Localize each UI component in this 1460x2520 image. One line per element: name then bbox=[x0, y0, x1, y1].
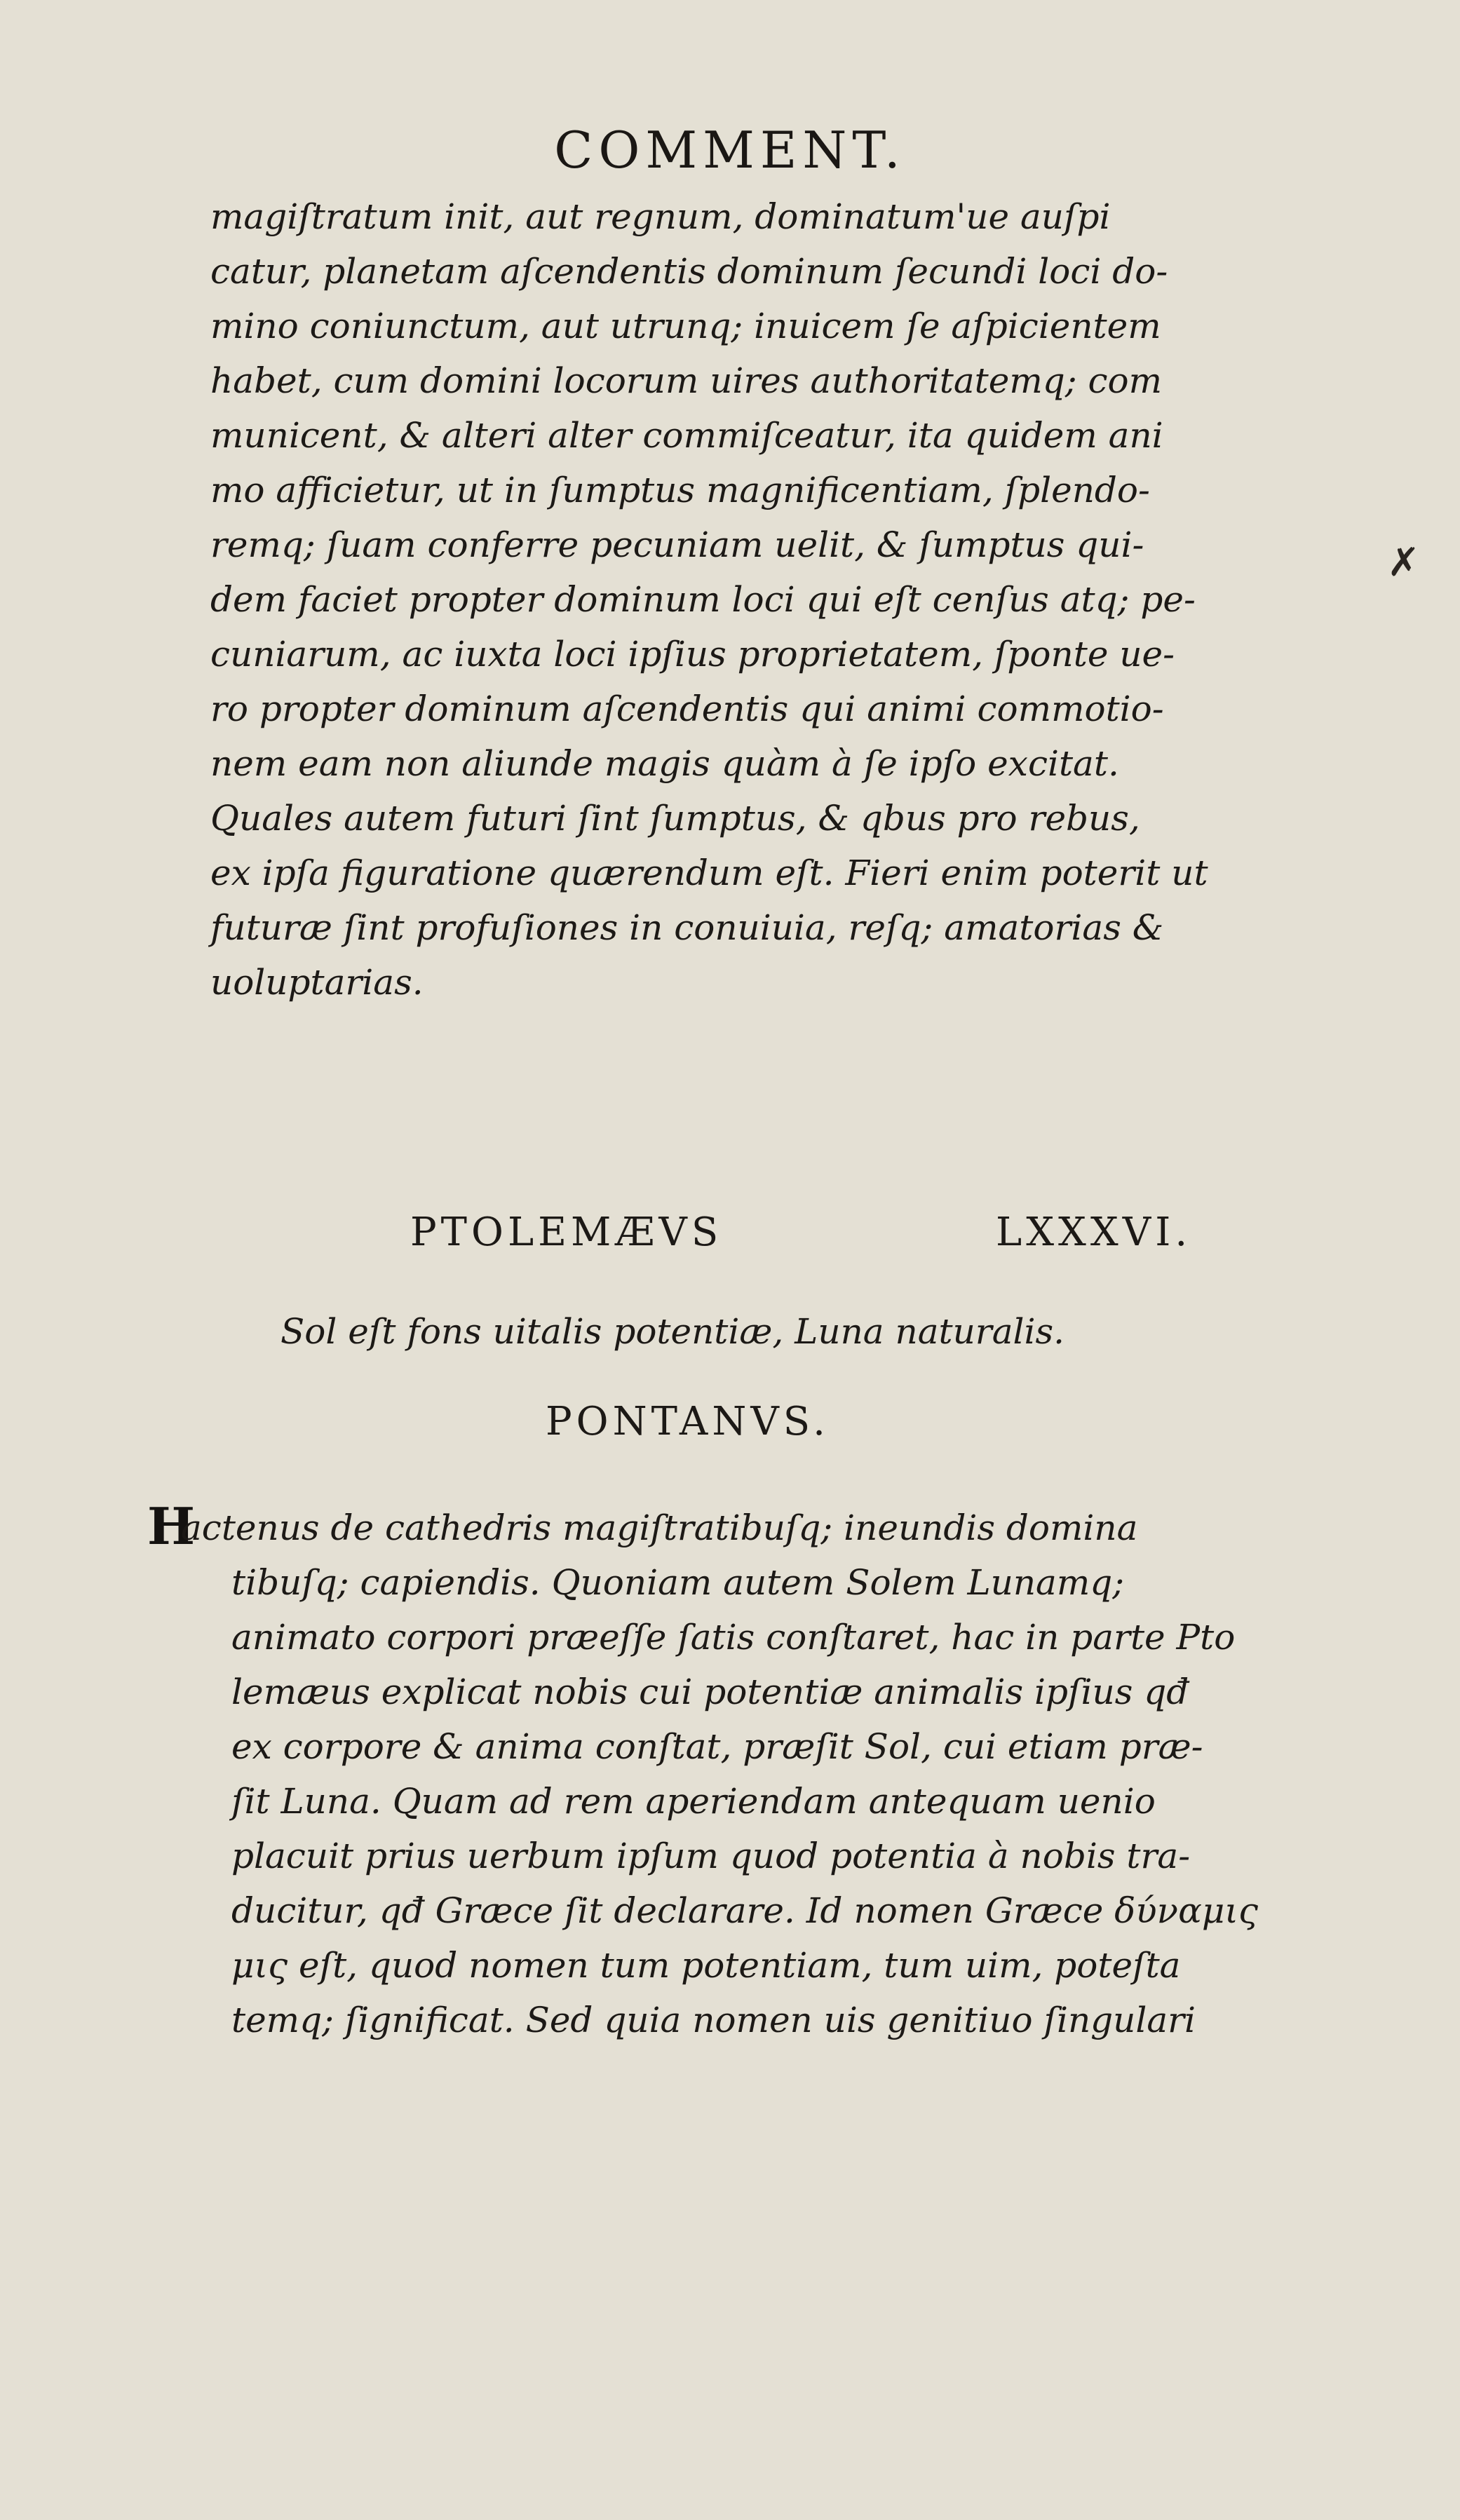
commentary-top bbox=[210, 189, 1332, 1010]
pontanus-heading: PONTANVS. bbox=[546, 1399, 830, 1444]
text-line: actenus de cathedris magiſtratibuſq; ineundis domina bbox=[181, 1508, 1138, 1548]
text-line: mino coniunctum, aut utrunq; inuicem ſe aſpicientem bbox=[210, 306, 1161, 346]
text-line: catur, planetam aſcendentis dominum ſecundi loci do- bbox=[210, 251, 1168, 292]
text-line: placuit prius uerbum ipſum quod potentia à nobis tra- bbox=[231, 1836, 1191, 1876]
text-line: lemæus explicat nobis cui potentiæ animalis ipſius qđ bbox=[231, 1672, 1189, 1712]
margin-note: ✗ bbox=[1387, 540, 1420, 585]
ptolemy-heading-name: PTOLEMÆVS bbox=[410, 1210, 723, 1255]
text-line: μις eſt, quod nomen tum potentiam, tum uim, poteſta bbox=[231, 1945, 1181, 1986]
text-line: magiſtratum init, aut regnum, dominatum'ue auſpi bbox=[210, 196, 1111, 237]
text-line: futuræ ſint profuſiones in conuiuia, reſq; amatorias & bbox=[210, 907, 1164, 948]
ptolemy-aphorism bbox=[280, 1304, 1402, 1359]
aphorism-line: Sol eſt fons uitalis potentiæ, Luna naturalis. bbox=[280, 1311, 1065, 1352]
text-line: temq; ſignificat. Sed quia nomen uis genitiuo ſingulari bbox=[231, 2000, 1196, 2040]
text-line: mo afficietur, ut in ſumptus magnificentiam, ſplendo- bbox=[210, 470, 1150, 510]
text-line: animato corpori præeſſe ſatis conſtaret, hac in parte Pto bbox=[231, 1617, 1236, 1658]
text-line: nem eam non aliunde magis quàm à ſe ipſo excitat. bbox=[210, 743, 1119, 784]
text-line: habet, cum domini locorum uires authoritatemq; com bbox=[210, 360, 1163, 401]
text-line: ex ipſa figuratione quærendum eſt. Fieri enim poterit ut bbox=[210, 853, 1208, 893]
text-line: ſit Luna. Quam ad rem aperiendam antequam uenio bbox=[231, 1781, 1156, 1822]
text-line: ro propter dominum aſcendentis qui animi commotio- bbox=[210, 689, 1164, 729]
text-line: tibuſq; capiendis. Quoniam autem Solem Lunamq; bbox=[231, 1562, 1125, 1603]
ptolemy-heading-number: LXXXVI. bbox=[996, 1210, 1192, 1255]
text-line: uoluptarias. bbox=[210, 962, 424, 1003]
text-line: dem faciet propter dominum loci qui eſt cenſus atq; pe- bbox=[210, 579, 1196, 620]
running-header: COMMENT. bbox=[554, 121, 906, 179]
text-line: remq; ſuam conferre pecuniam uelit, & ſumptus qui- bbox=[210, 524, 1144, 565]
text-line: Quales autem futuri ſint ſumptus, & qbus pro rebus, bbox=[210, 798, 1140, 839]
text-line: municent, & alteri alter commiſceatur, ita quidem ani bbox=[210, 415, 1163, 456]
text-line: cuniarum, ac iuxta loci ipſius proprietatem, ſponte ue- bbox=[210, 634, 1175, 675]
drop-cap: H bbox=[147, 1496, 196, 1556]
text-line: ducitur, qđ Græce ſit declarare. Id nomen Græce δύναμις bbox=[231, 1890, 1258, 1931]
text-line: ex corpore & anima conſtat, præſit Sol, cui etiam præ- bbox=[231, 1726, 1203, 1767]
pontanus-commentary bbox=[181, 1501, 1353, 2047]
